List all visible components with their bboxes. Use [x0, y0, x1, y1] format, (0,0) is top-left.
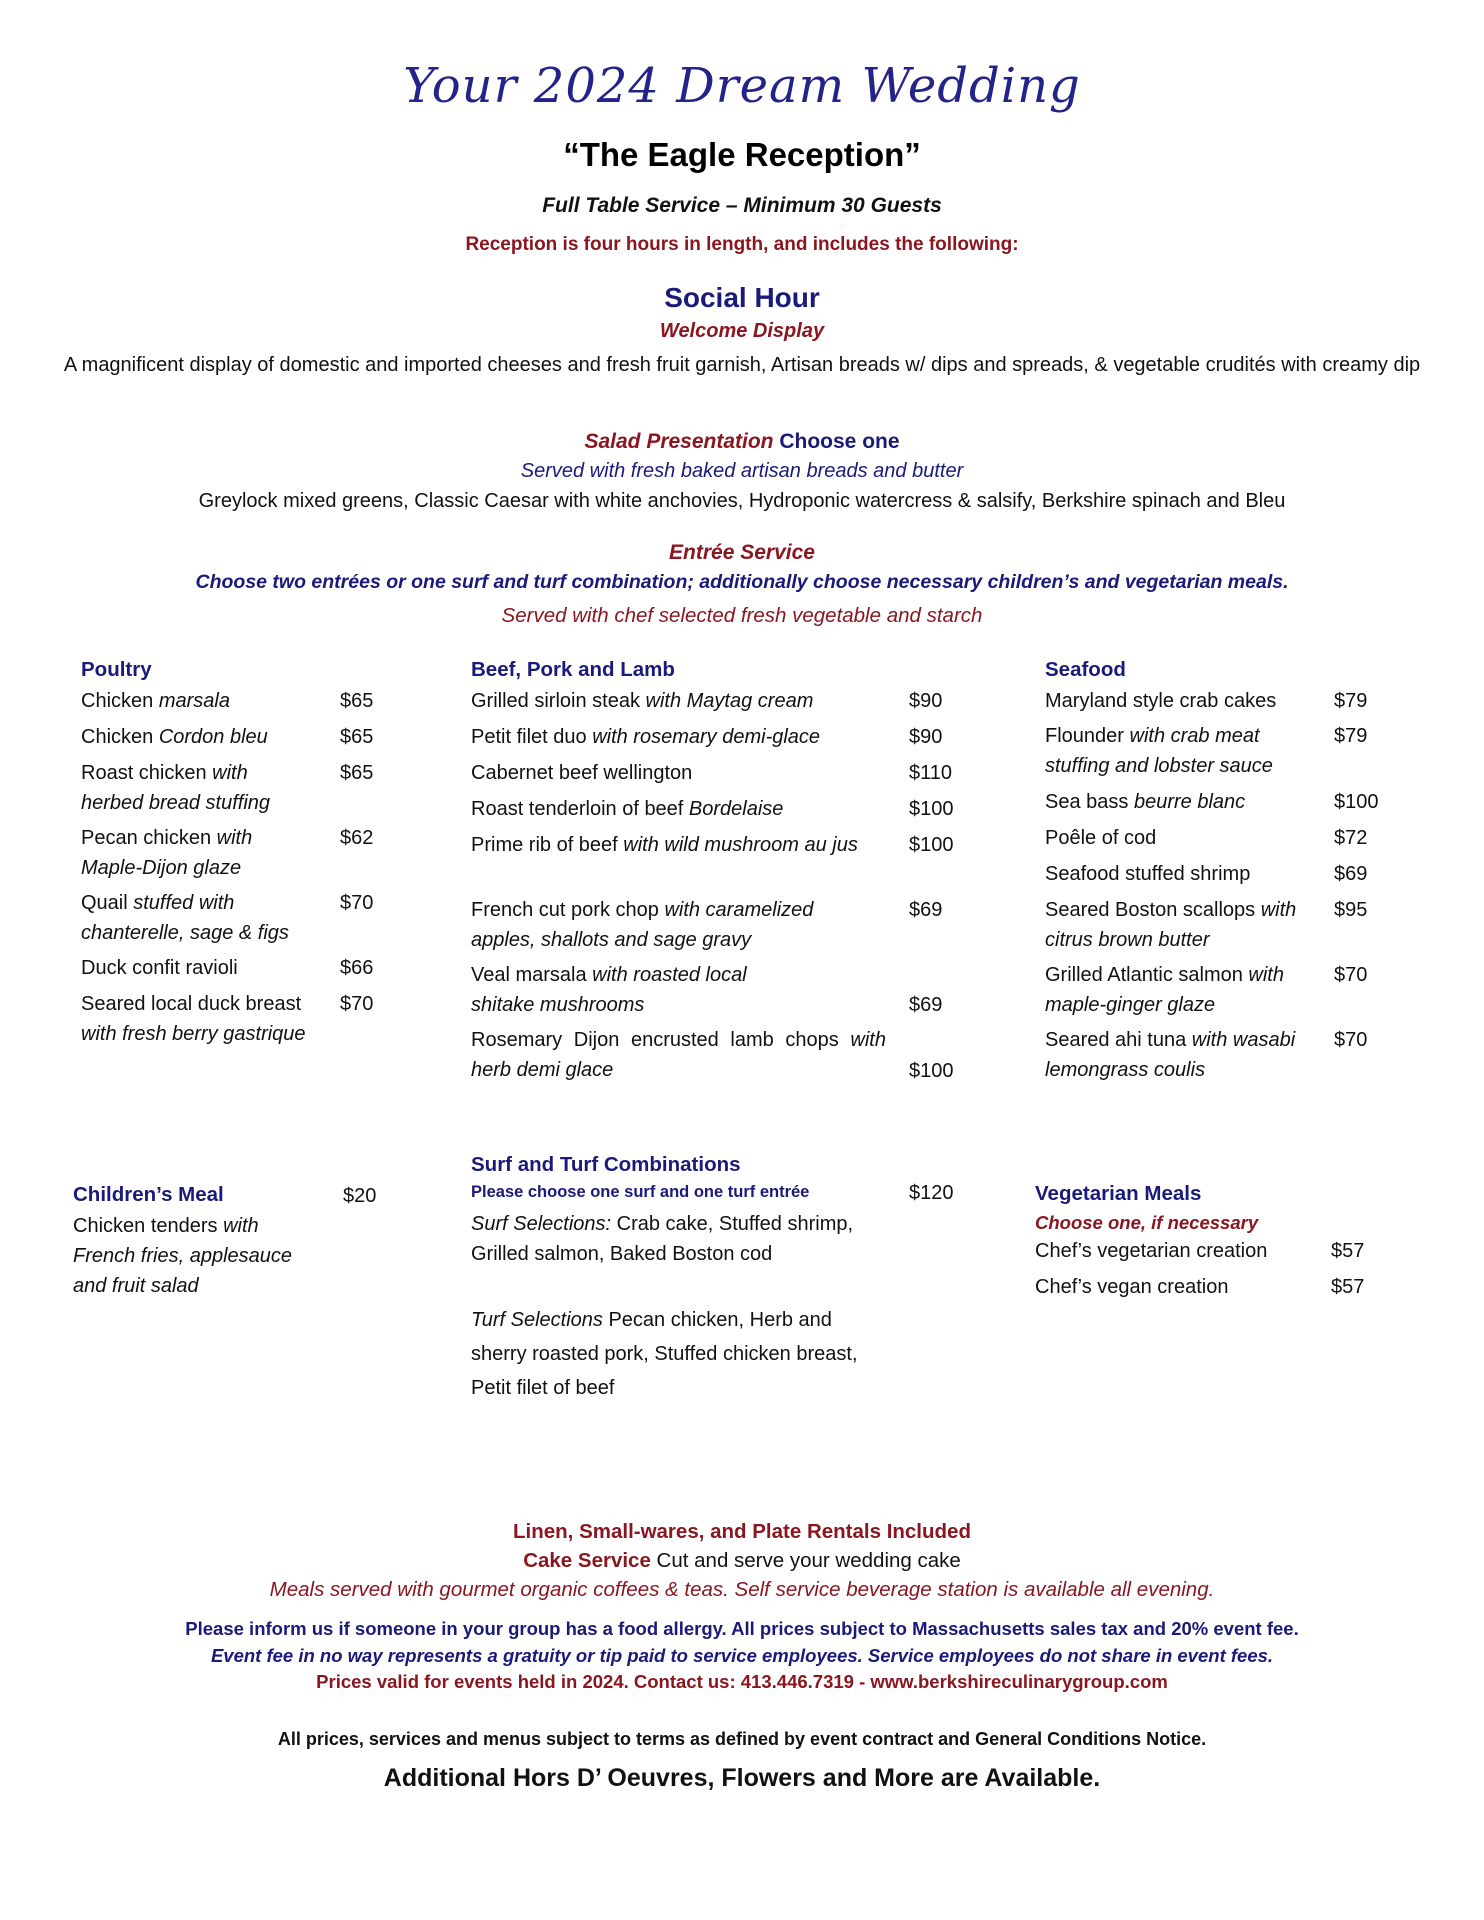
- meals-served-note: Meals served with gourmet organic coffees & teas. Self service beverage station is available all evening.: [269, 1578, 1215, 1601]
- turf-selections: Turf Selections Pecan chicken, Herb and sherry roasted pork, Stuffed chicken breast, Petit filet of beef: [471, 1309, 858, 1399]
- welcome-display-description: A magnificent display of domestic and imported cheeses and fresh fruit garnish, Artisan breads w/ dips and spreads, & vegetable crudités with creamy dip: [63, 354, 1421, 376]
- menu-item: Pecan chicken with Maple-Dijon glaze: [81, 827, 253, 879]
- additional-note: Additional Hors D’ Oeuvres, Flowers and More are Available.: [383, 1764, 1101, 1792]
- menu-item: Flounder with crab meat stuffing and lobster sauce: [1045, 725, 1273, 777]
- menu-item-price: $100: [909, 834, 954, 856]
- menu-item-price: $65: [340, 726, 374, 748]
- surf-selections: Surf Selections: Crab cake, Stuffed shrimp, Grilled salmon, Baked Boston cod: [471, 1213, 854, 1265]
- menu-item-price: $100: [1334, 791, 1379, 813]
- menu-item-price: $100: [909, 1060, 954, 1082]
- menu-item-price: $65: [340, 690, 374, 712]
- menu-item-price: $70: [1334, 1029, 1368, 1051]
- entree-heading: Entrée Service: [669, 541, 815, 564]
- menu-item-price: $62: [340, 827, 374, 849]
- event-fee-note: Event fee in no way represents a gratuity or tip paid to service employees. Service employees do not share in event fees.: [210, 1645, 1274, 1666]
- salad-choose: Choose one: [779, 430, 900, 453]
- includes-note: Reception is four hours in length, and includes the following:: [465, 234, 1019, 255]
- menu-item: Maryland style crab cakes: [1045, 690, 1277, 712]
- vegetarian-heading: Vegetarian Meals: [1035, 1182, 1202, 1205]
- childrens-meal-heading: Children’s Meal: [73, 1183, 224, 1206]
- menu-item: Roast tenderloin of beef Bordelaise: [471, 798, 784, 820]
- salad-subtitle: Served with fresh baked artisan breads and butter: [520, 460, 964, 482]
- menu-item: Seafood stuffed shrimp: [1045, 863, 1251, 885]
- menu-item: Petit filet duo with rosemary demi-glace: [471, 726, 821, 748]
- script-title: Your 2024 Dream Wedding: [403, 58, 1081, 114]
- menu-item-price: $95: [1334, 899, 1368, 921]
- terms-note: All prices, services and menus subject to terms as defined by event contract and General Conditions Notice.: [277, 1729, 1207, 1749]
- welcome-display-heading: Welcome Display: [659, 320, 825, 342]
- cake-service: Cake Service Cut and serve your wedding cake: [523, 1549, 961, 1572]
- menu-item-price: $90: [909, 726, 943, 748]
- entree-instructions: Choose two entrées or one surf and turf combination; additionally choose necessary children’s and vegetarian meals.: [195, 571, 1289, 593]
- menu-item-price: $69: [1334, 863, 1368, 885]
- menu-item-price: $70: [1334, 964, 1368, 986]
- childrens-meal-item: Chicken tenders with French fries, applesauce and fruit salad: [73, 1215, 293, 1297]
- menu-item-price: $90: [909, 690, 943, 712]
- poultry-heading: Poultry: [81, 658, 152, 681]
- menu-item: Chef’s vegetarian creation: [1035, 1240, 1268, 1262]
- menu-item-price: $72: [1334, 827, 1368, 849]
- menu-item: Poêle of cod: [1045, 827, 1157, 849]
- reception-title: “The Eagle Reception”: [563, 136, 921, 173]
- surf-turf-heading: Surf and Turf Combinations: [471, 1153, 741, 1176]
- service-subtitle: Full Table Service – Minimum 30 Guests: [542, 194, 942, 217]
- social-hour-heading: Social Hour: [664, 282, 820, 313]
- menu-item: Chef’s vegan creation: [1035, 1276, 1229, 1298]
- menu-item: Seared ahi tuna with wasabi lemongrass coulis: [1045, 1029, 1296, 1081]
- salad-title: Salad Presentation: [584, 430, 774, 453]
- beef-pork-lamb-heading: Beef, Pork and Lamb: [471, 658, 675, 681]
- contact-note: Prices valid for events held in 2024. Contact us: 413.446.7319 - www.berkshireculinarygroup.com: [316, 1671, 1168, 1692]
- menu-item-price: $79: [1334, 690, 1368, 712]
- menu-item-price: $57: [1331, 1240, 1365, 1262]
- menu-item-price: $70: [340, 892, 374, 914]
- salad-heading: [0, 430, 1484, 454]
- surf-turf-note: Please choose one surf and one turf entrée: [471, 1183, 810, 1201]
- menu-item-price: $70: [340, 993, 374, 1015]
- menu-item: Chicken Cordon bleu: [81, 726, 268, 748]
- menu-item-price: $100: [909, 798, 954, 820]
- salad-list: Greylock mixed greens, Classic Caesar with white anchovies, Hydroponic watercress & salsify, Berkshire spinach and Bleu: [198, 490, 1286, 512]
- menu-item: Grilled sirloin steak with Maytag cream: [471, 690, 814, 712]
- seafood-heading: Seafood: [1045, 658, 1126, 681]
- menu-item-price: $69: [909, 994, 943, 1016]
- menu-item: Grilled Atlantic salmon with maple-ginger glaze: [1045, 964, 1284, 1016]
- menu-item: Roast chicken with herbed bread stuffing: [81, 762, 271, 814]
- menu-item-price: $66: [340, 957, 374, 979]
- allergy-note: Please inform us if someone in your group has a food allergy. All prices subject to Massachusetts sales tax and 20% event fee.: [185, 1618, 1299, 1639]
- menu-item-price: $110: [909, 762, 953, 784]
- menu-item: Rosemary Dijon encrusted lamb chops with herb demi glace: [471, 1029, 886, 1081]
- menu-item: Seared local duck breast with fresh berry gastrique: [81, 993, 306, 1045]
- linen-note: Linen, Small-wares, and Plate Rentals Included: [513, 1520, 971, 1543]
- menu-item-price: $65: [340, 762, 374, 784]
- menu-item-price: $69: [909, 899, 943, 921]
- childrens-meal-price: $20: [343, 1185, 377, 1207]
- menu-item: Sea bass beurre blanc: [1045, 791, 1246, 813]
- menu-item: Seared Boston scallops with citrus brown butter: [1045, 899, 1297, 951]
- menu-item: Veal marsala with roasted local shitake mushrooms: [471, 964, 747, 1016]
- menu-item-price: $79: [1334, 725, 1368, 747]
- menu-item: Quail stuffed with chanterelle, sage & figs: [81, 892, 289, 944]
- vegetarian-note: Choose one, if necessary: [1035, 1212, 1259, 1233]
- menu-item-price: $57: [1331, 1276, 1365, 1298]
- surf-turf-price: $120: [909, 1182, 954, 1204]
- menu-item: Prime rib of beef with wild mushroom au jus: [471, 834, 858, 856]
- menu-item: French cut pork chop with caramelized apples, shallots and sage gravy: [471, 899, 814, 951]
- menu-item: Cabernet beef wellington: [471, 762, 693, 784]
- entree-served-note: Served with chef selected fresh vegetable and starch: [501, 604, 983, 627]
- menu-item: Chicken marsala: [81, 690, 230, 712]
- menu-item: Duck confit ravioli: [81, 957, 238, 979]
